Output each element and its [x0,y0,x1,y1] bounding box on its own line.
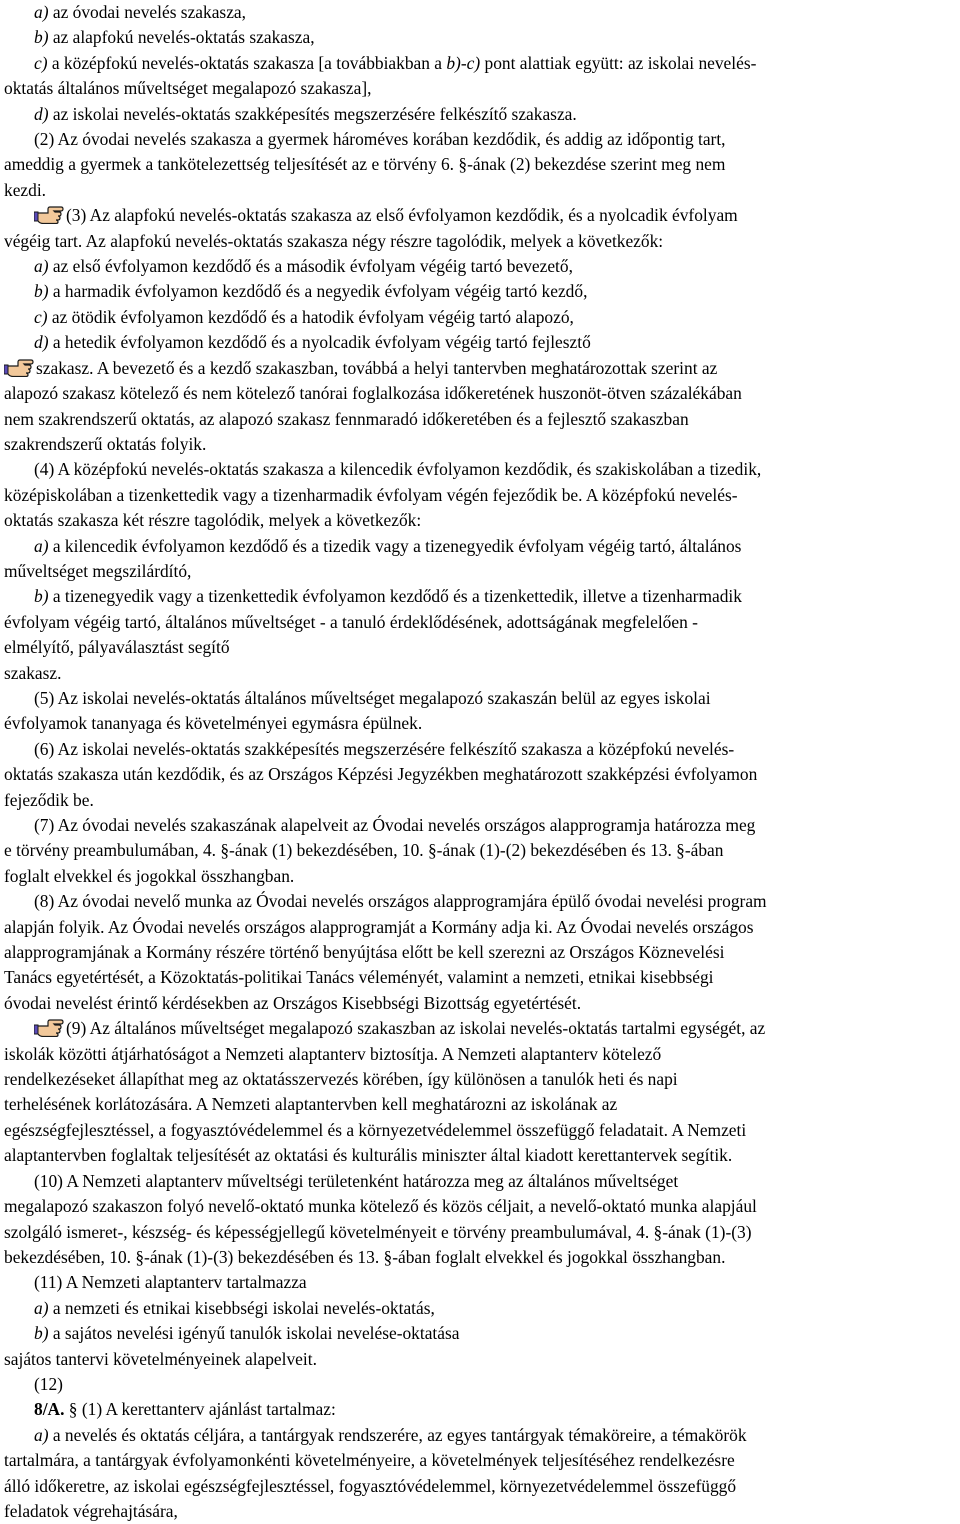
text-line: alapozó szakasz kötelező és nem kötelező tanórai foglalkozása időkeretének huszonöt-ötven százalékában [4,383,742,404]
text-line: megalapozó szakaszon folyó nevelő-oktató munka kötelező és közös céljait, a nevelő-oktató munka alapjául [4,1196,757,1217]
text-line: egészségfejlesztéssel, a fogyasztóvédelemmel és a környezetvédelemmel összefüggő feladatait. A Nemzeti [4,1119,747,1140]
text-line: szolgáló ismeret-, készség- és képességjellegű követelményeit e törvény preambulumával, 4. §-ának (1)-(3) [4,1221,752,1242]
text-line: terhelésének korlátozására. A Nemzeti alaptantervben kell meghatározni az iskolának az [4,1094,618,1115]
text-line: fejeződik be. [4,789,94,810]
paragraph-5: (5) Az iskolai nevelés-oktatás általános műveltséget megalapozó szakaszán belül az egyes iskolai [34,687,711,708]
list-item: b) az alapfokú nevelés-oktatás szakasza, [34,27,315,48]
text-line: végéig tart. Az alapfokú nevelés-oktatás szakasza négy részre tagolódik, melyek a következők: [4,230,664,251]
text-line: szakasz. A bevezető és a kezdő szakaszban, továbbá a helyi tantervben meghatározottak szerint az [4,356,956,381]
list-item: b) a sajátos nevelési igényű tanulók iskolai nevelése-oktatása [34,1323,460,1344]
paragraph-12: (12) [34,1373,63,1394]
list-item: a) a nevelés és oktatás céljára, a tantárgyak rendszerére, az egyes tantárgyak témaköreire, a témakörök [34,1424,747,1445]
list-item: a) az első évfolyamon kezdődő és a második évfolyam végéig tartó bevezető, [34,256,573,277]
text-line: tartalmára, a tantárgyak évfolyamonkénti követelményeire, a követelmények teljesítéséhez rendelkezésre [4,1450,735,1471]
list-item: a) a nemzeti és etnikai kisebbségi iskolai nevelés-oktatás, [34,1297,435,1318]
paragraph-6: (6) Az iskolai nevelés-oktatás szakképesítés megszerzésére felkészítő szakasza a középfokú nevelés- [34,738,735,759]
pointing-hand-icon[interactable] [34,1017,64,1037]
text-line: alapprogramjának a Kormány részére történő benyújtása előtt be kell szerezni az Országos Köznevelési [4,942,725,963]
list-item: d) a hetedik évfolyamon kezdődő és a nyolcadik évfolyam végéig tartó fejlesztő [34,332,591,353]
text-line: oktatás általános műveltséget megalapozó szakasza], [4,78,372,99]
paragraph-11: (11) A Nemzeti alaptanterv tartalmazza [34,1272,307,1293]
text-line: alapján folyik. Az Óvodai nevelés országos alapprogramját a Kormány adja ki. Az Óvodai nevelés országos [4,916,754,937]
paragraph-8: (8) Az óvodai nevelő munka az Óvodai nevelés országos alapprogramjára épülő óvodai nevelési program [34,891,767,912]
text-line: rendelkezéseket állapíthat meg az oktatásszervezés körében, így különösen a tanulók heti és napi [4,1069,678,1090]
paragraph-3: (3) Az alapfokú nevelés-oktatás szakasza az első évfolyamon kezdődik, és a nyolcadik évfolyam [4,203,956,228]
paragraph-7: (7) Az óvodai nevelés szakaszának alapelveit az Óvodai nevelés országos alapprogramja határozza meg [34,815,756,835]
list-item: c) a középfokú nevelés-oktatás szakasza [a továbbiakban a b)-c) pont alattiak együtt: az iskolai nevelés- [34,52,757,73]
text-line: középiskolában a tizenkettedik vagy a tizenharmadik évfolyam végén fejeződik be. A középfokú nevelés- [4,484,738,505]
section-heading: 8/A. § (1) A kerettanterv ajánlást tartalmaz: [34,1399,336,1420]
pointing-hand-icon[interactable] [4,357,34,377]
text-line: szakrendszerű oktatás folyik. [4,433,207,454]
text-line: feladatok végrehajtására, [4,1500,178,1521]
paragraph-4: (4) A középfokú nevelés-oktatás szakasza a kilencedik évfolyamon kezdődik, és szakiskolában a tizedik, [34,459,762,480]
list-item: a) a kilencedik évfolyamon kezdődő és a tizedik vagy a tizenegyedik évfolyam végéig tartó, általános [34,535,742,556]
text-line: alaptantervben foglaltak teljesítését az oktatási és kulturális miniszter által kiadott kerettantervek segítik. [4,1145,733,1166]
text-line: oktatás szakasza két részre tagolódik, melyek a következők: [4,510,422,531]
text-line: kezdi. [4,179,47,200]
text-line: e törvény preambulumában, 4. §-ának (1) bekezdésében, 10. §-ának (1)-(2) bekezdésében és 13. §-ában [4,840,724,861]
text-line: óvodai nevelést érintő kérdésekben az Országos Kisebbségi Bizottság egyetértését. [4,992,582,1013]
paragraph-9: (9) Az általános műveltséget megalapozó szakaszban az iskolai nevelés-oktatás tartalmi egységét, az [4,1016,956,1041]
list-item: b) a tizenegyedik vagy a tizenkettedik évfolyamon kezdődő és a tizenkettedik, illetve a tizenharmadik [34,586,742,607]
paragraph-10: (10) A Nemzeti alaptanterv műveltségi területenként határozza meg az általános műveltséget [34,1170,679,1191]
text-line: Tanács egyetértését, a Közoktatás-politikai Tanács véleményét, valamint a nemzeti, etnikai kisebbségi [4,967,714,988]
text-line: szakasz. [4,662,62,683]
text-line: nem szakrendszerű oktatás, az alapozó szakasz fennmaradó időkeretében és a fejlesztő szakaszban [4,408,689,429]
list-item: b) a harmadik évfolyamon kezdődő és a negyedik évfolyam végéig tartó kezdő, [34,281,588,302]
text-line: évfolyam végéig tartó, általános műveltséget - a tanuló érdeklődésének, adottságának megfelelően - [4,611,698,632]
pointing-hand-icon[interactable] [34,204,64,224]
text-line: évfolyamok tananyaga és követelményei egymásra épülnek. [4,713,423,734]
text-line: álló időkeretre, az iskolai egészségfejlesztéssel, fogyasztóvédelemmel, környezetvédelemmel összefüggő [4,1475,737,1496]
text-line: ameddig a gyermek a tankötelezettség teljesítését az e törvény 6. §-ának (2) bekezdése szerint meg nem [4,154,726,175]
paragraph-2: (2) Az óvodai nevelés szakasza a gyermek hároméves korában kezdődik, és addig az időpontig tart, [34,129,726,150]
text-line: bekezdésében, 10. §-ának (1)-(3) bekezdésében és 13. §-ában foglalt elvekkel és jogokkal összhangban. [4,1246,726,1267]
text-line: elmélyítő, pályaválasztást segítő [4,637,230,658]
text-line: iskolák közötti átjárhatóságot a Nemzeti alaptanterv biztosítja. A Nemzeti alaptanterv kötelező [4,1043,662,1064]
text-line: műveltséget megszilárdító, [4,560,192,581]
text-line: foglalt elvekkel és jogokkal összhangban. [4,865,295,886]
text-line: sajátos tantervi követelményeinek alapelveit. [4,1348,317,1369]
text-line: oktatás szakasza után kezdődik, és az Országos Képzési Jegyzékben meghatározott szakképzési évfolyamon [4,764,758,785]
list-item: c) az ötödik évfolyamon kezdődő és a hatodik évfolyam végéig tartó alapozó, [34,306,574,327]
list-item: a) az óvodai nevelés szakasza, [34,2,246,22]
list-item: d) az iskolai nevelés-oktatás szakképesítés megszerzésére felkészítő szakasza. [34,103,577,124]
